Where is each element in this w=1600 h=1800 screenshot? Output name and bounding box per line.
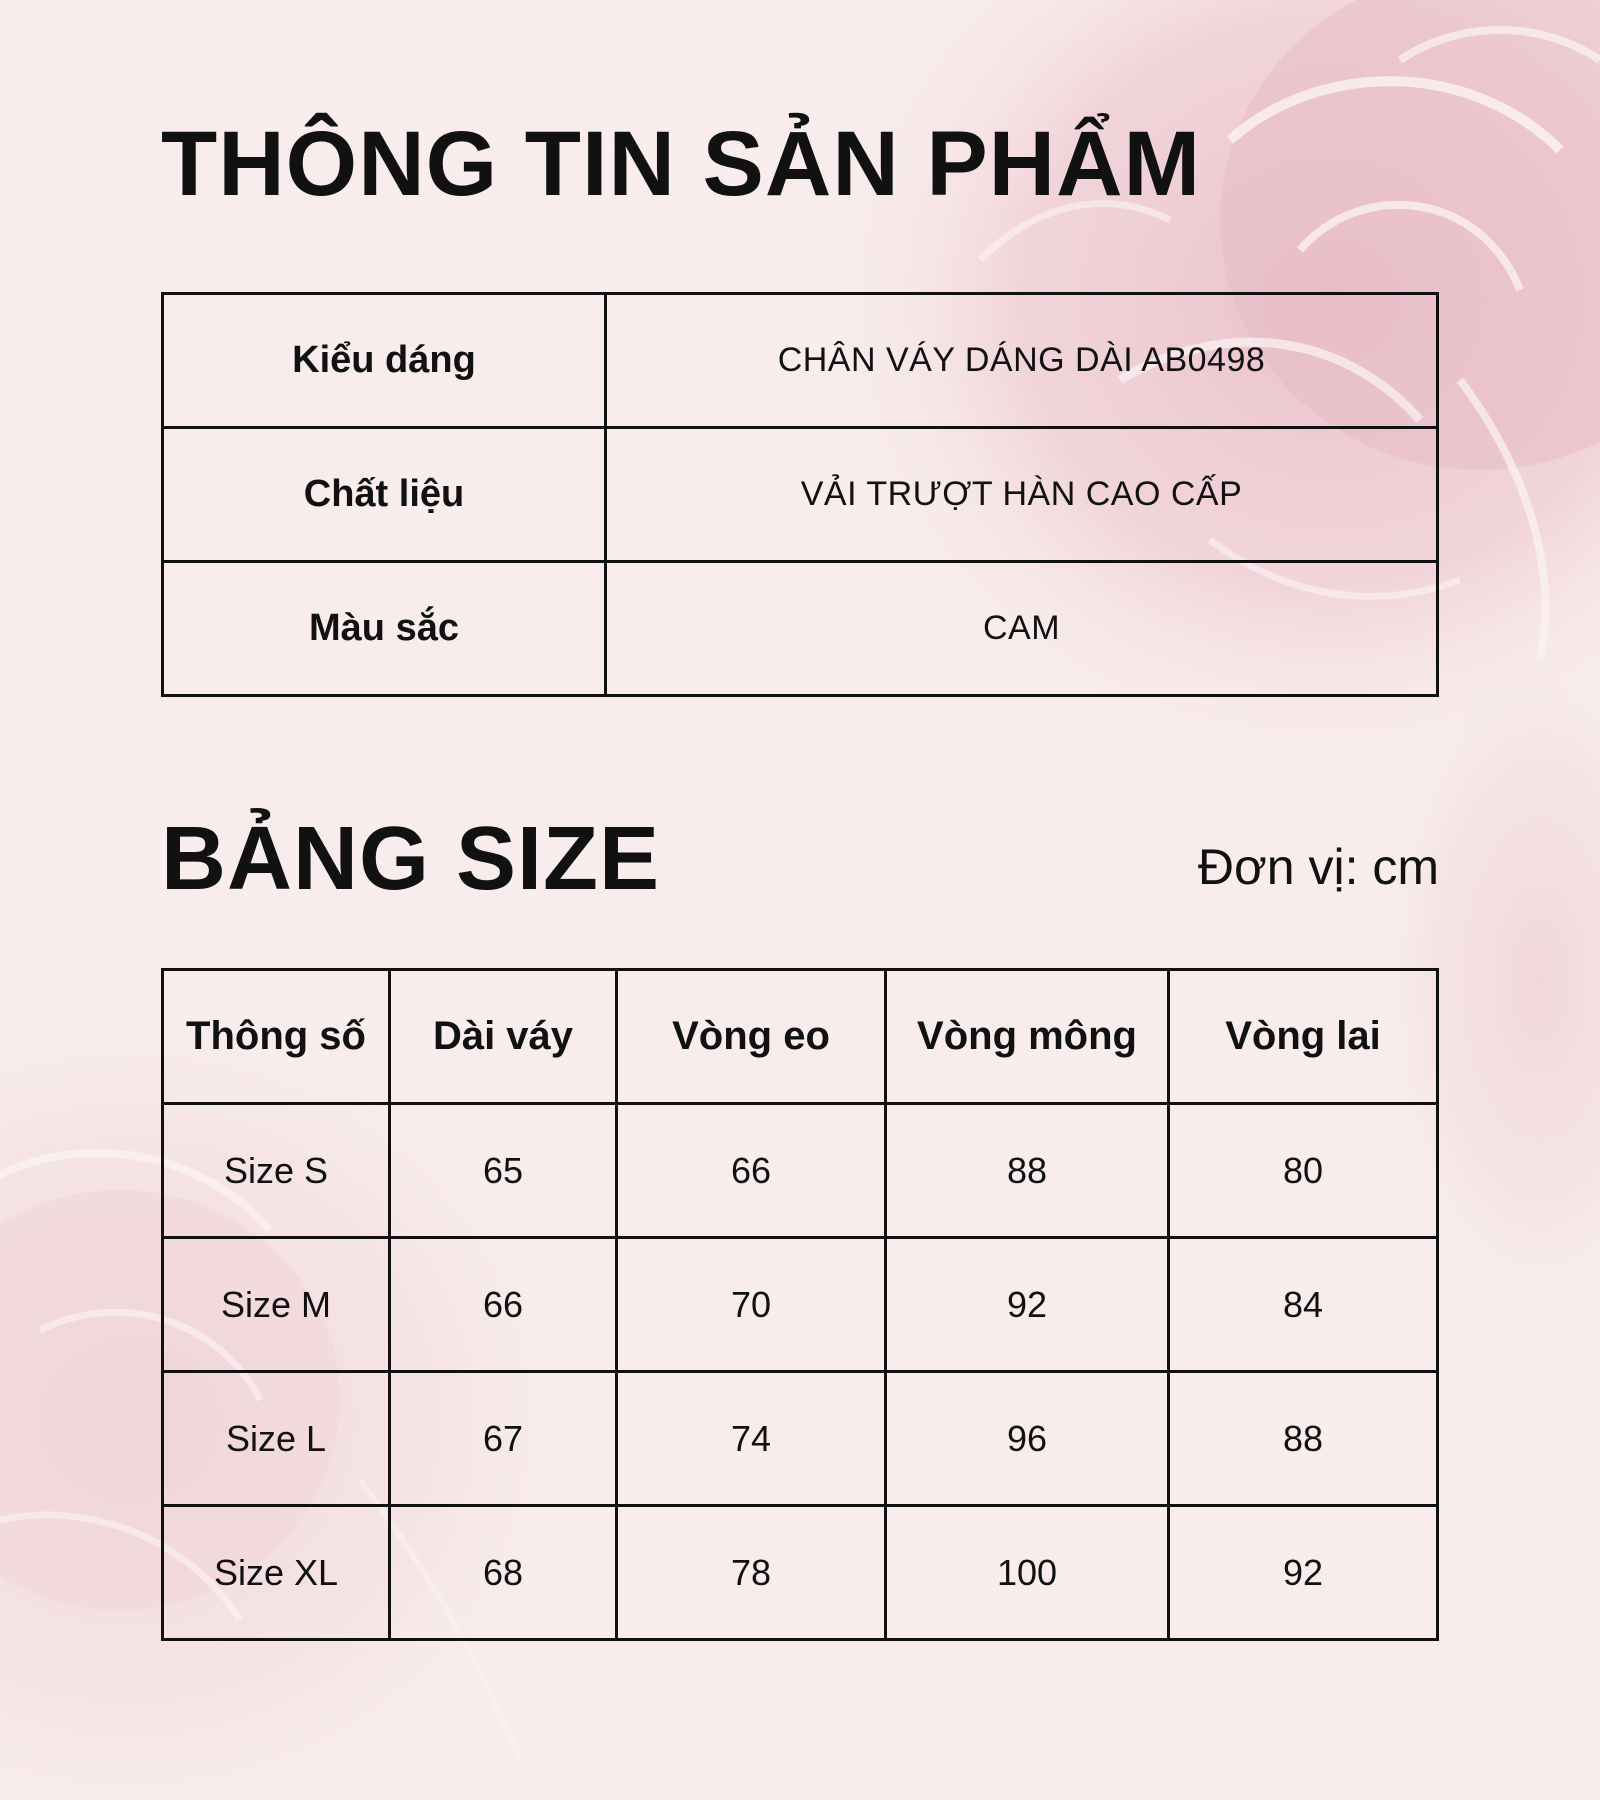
table-cell: 100 (886, 1506, 1169, 1640)
table-row (163, 428, 1438, 562)
table-cell: 74 (617, 1372, 886, 1506)
table-cell: 96 (886, 1372, 1169, 1506)
table-row (163, 1238, 1438, 1372)
table-cell: 78 (617, 1506, 886, 1640)
info-label: Chất liệu (163, 428, 606, 562)
info-value: VẢI TRƯỢT HÀN CAO CẤP (606, 428, 1438, 562)
info-label: Kiểu dáng (163, 294, 606, 428)
info-value: CHÂN VÁY DÁNG DÀI AB0498 (606, 294, 1438, 428)
table-row (163, 562, 1438, 696)
size-chart-title: BẢNG SIZE (161, 809, 661, 909)
table-row (163, 1372, 1438, 1506)
table-cell: 92 (1169, 1506, 1438, 1640)
table-cell: 66 (617, 1104, 886, 1238)
size-chart-unit: Đơn vị: cm (1197, 839, 1439, 895)
table-cell: 66 (390, 1238, 617, 1372)
table-header-row (163, 970, 1438, 1104)
table-cell: 80 (1169, 1104, 1438, 1238)
table-row (163, 294, 1438, 428)
size-label-cell: Size M (163, 1238, 390, 1372)
column-header: Vòng eo (617, 970, 886, 1104)
table-cell: 67 (390, 1372, 617, 1506)
info-label: Màu sắc (163, 562, 606, 696)
column-header: Thông số (163, 970, 390, 1104)
table-cell: 84 (1169, 1238, 1438, 1372)
table-row (163, 1104, 1438, 1238)
table-cell: 92 (886, 1238, 1169, 1372)
table-row (163, 1506, 1438, 1640)
table-cell: 65 (390, 1104, 617, 1238)
table-cell: 88 (886, 1104, 1169, 1238)
table-cell: 70 (617, 1238, 886, 1372)
size-chart-table (161, 968, 1439, 1641)
size-label-cell: Size L (163, 1372, 390, 1506)
table-cell: 68 (390, 1506, 617, 1640)
product-info-title: THÔNG TIN SẢN PHẨM (161, 113, 1202, 215)
size-label-cell: Size S (163, 1104, 390, 1238)
table-cell: 88 (1169, 1372, 1438, 1506)
product-info-table (161, 292, 1439, 697)
size-label-cell: Size XL (163, 1506, 390, 1640)
info-value: CAM (606, 562, 1438, 696)
column-header: Vòng mông (886, 970, 1169, 1104)
column-header: Vòng lai (1169, 970, 1438, 1104)
column-header: Dài váy (390, 970, 617, 1104)
